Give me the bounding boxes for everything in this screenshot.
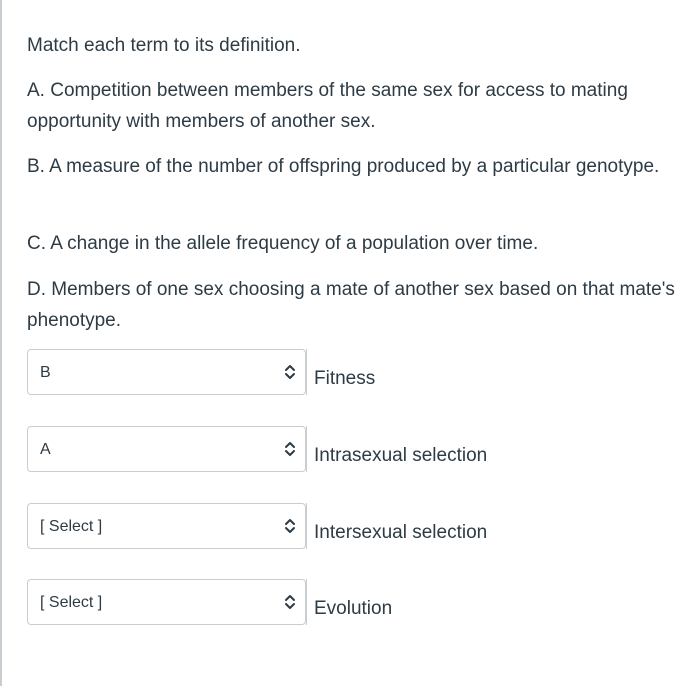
term-divider [306,503,307,549]
definition-c: C. A change in the allele frequency of a population over time. [27,233,539,254]
chevron-up-down-icon [283,516,297,536]
match-row-fitness [27,349,677,397]
page-left-border [0,0,2,686]
term-divider [306,426,307,472]
chevron-up-down-icon [283,362,297,382]
answer-select-fitness[interactable] [27,349,306,395]
definition-b: B. A measure of the number of offspring produced by a particular genotype. [27,156,660,177]
definition-a: A. Competition between members of the same sex for access to mating opportunity with members of another sex. [27,80,628,132]
term-label-intrasexual-selection: Intrasexual selection [314,445,488,466]
answer-select-value: B [40,364,51,381]
match-row-intersexual-selection [27,503,677,551]
answer-select-value: [ Select ] [40,594,103,611]
answer-select-intrasexual-selection[interactable] [27,426,306,472]
term-label-intersexual-selection: Intersexual selection [314,522,488,543]
chevron-up-down-icon [283,439,297,459]
term-label-evolution: Evolution [314,598,393,619]
chevron-up-down-icon [283,592,297,612]
definition-d: D. Members of one sex choosing a mate of another sex based on that mate's phenotype. [27,279,675,331]
answer-select-value: A [40,441,51,458]
term-divider [306,349,307,395]
question-instruction: Match each term to its definition. [27,35,301,56]
term-divider [306,579,307,625]
answer-select-evolution[interactable] [27,579,306,625]
answer-select-value: [ Select ] [40,518,103,535]
match-row-intrasexual-selection [27,426,677,474]
term-label-fitness: Fitness [314,368,376,389]
answer-select-intersexual-selection[interactable] [27,503,306,549]
match-row-evolution [27,579,677,627]
